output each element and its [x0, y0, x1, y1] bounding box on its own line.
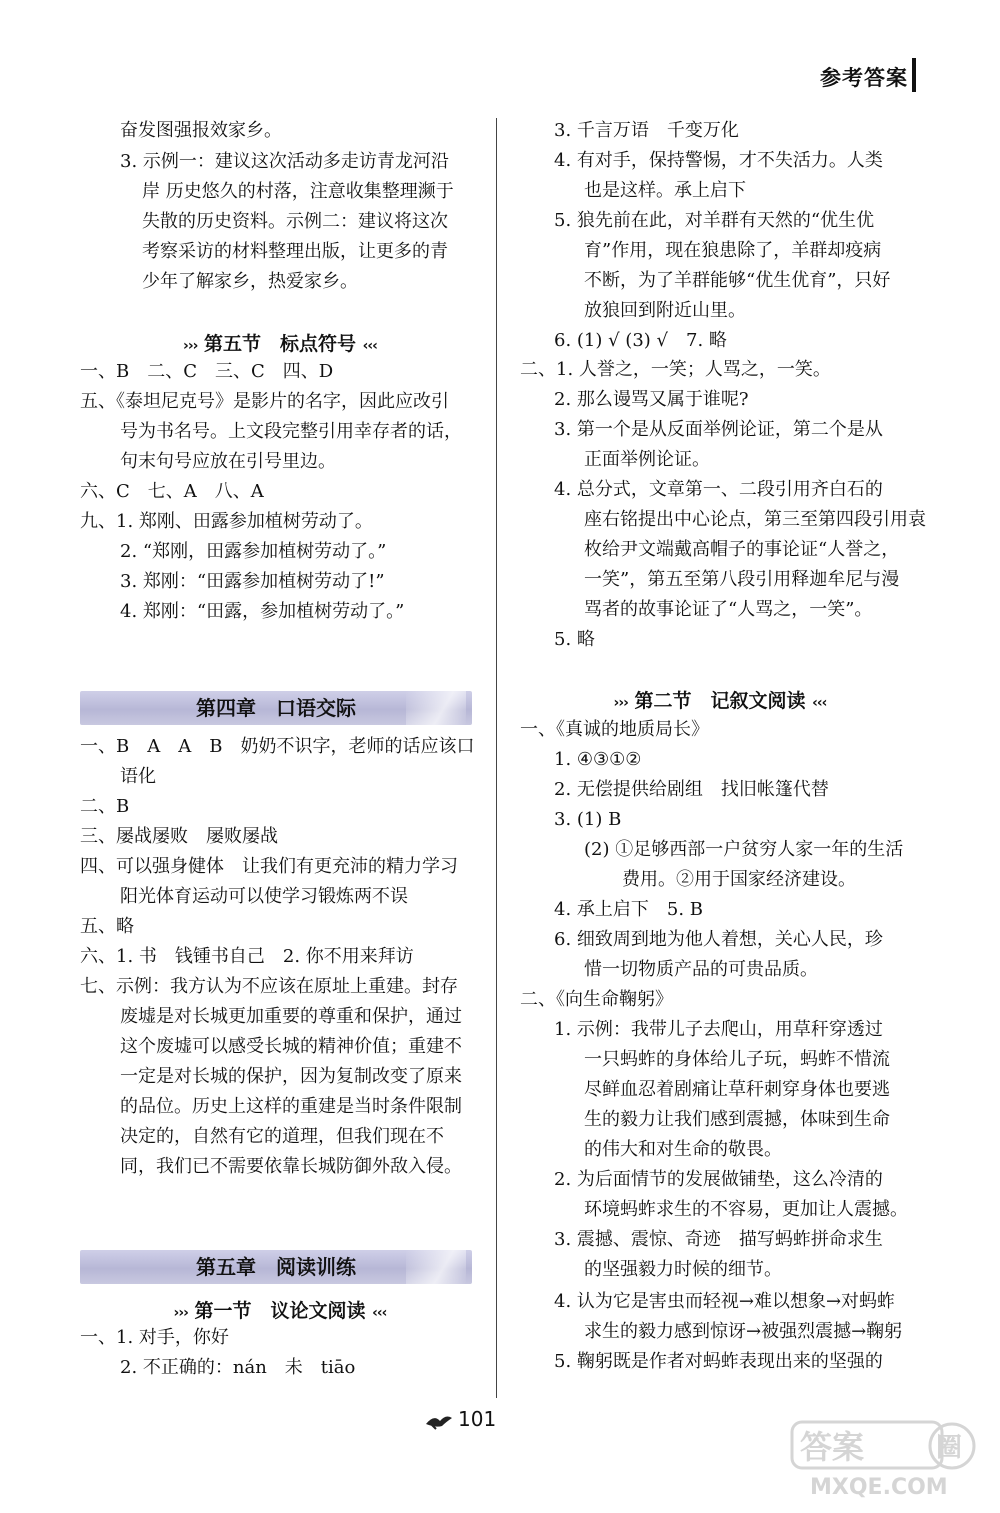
answer-line: 也是这样。承上启下: [584, 180, 746, 201]
answer-line: 少年了解家乡，热爱家乡。: [142, 271, 358, 292]
page-number-icon: [424, 1412, 454, 1430]
answer-line: 阳光体育运动可以使学习锻炼两不误: [120, 886, 408, 907]
answer-line: 一、《真诚的地质局长》: [520, 719, 709, 740]
answer-line: 求生的毅力感到惊讶→被强烈震撼→鞠躬: [584, 1321, 903, 1342]
answer-line: 5. 鞠躬既是作者对蚂蚱表现出来的坚强的: [554, 1351, 883, 1372]
answer-line: 骂者的故事论证了“人骂之，一笑”。: [584, 599, 873, 620]
answer-line: (2) ①足够西部一户贫穷人家一年的生活: [584, 839, 904, 860]
chapter-banner: [80, 1250, 472, 1284]
answer-line: 号为书名号。上文段完整引用幸存者的话，: [120, 421, 462, 442]
answer-line: 5. 略: [554, 629, 595, 650]
answer-line: 二、B: [80, 796, 130, 817]
answer-line: 四、可以强身健体 让我们有更充沛的精力学习: [80, 856, 458, 877]
answer-line: 二、1. 人誉之，一笑；人骂之，一笑。: [520, 359, 831, 380]
answer-line: 4. 承上启下 5. B: [554, 899, 704, 920]
answer-line: 生的毅力让我们感到震撼，体味到生命: [584, 1109, 890, 1130]
page-number: 101: [458, 1407, 497, 1431]
answer-line: 失散的历史资料。示例二：建议将这次: [142, 211, 448, 232]
answer-line: 的伟大和对生命的敬畏。: [584, 1139, 782, 1160]
answer-line: 惜一切物质产品的可贵品质。: [584, 959, 818, 980]
chapter-title: 第五章 阅读训练: [196, 1255, 356, 1279]
answer-line: 二、《向生命鞠躬》: [520, 989, 673, 1010]
svg-text:圈: 圈: [936, 1433, 963, 1463]
answer-line: 2. 那么谩骂又属于谁呢?: [554, 389, 749, 410]
answer-line: 的品位。历史上这样的重建是当时条件限制: [120, 1096, 462, 1117]
answer-line: 句末句号应放在引号里边。: [120, 451, 336, 472]
chapter-banner: [80, 691, 472, 725]
answer-line: 费用。②用于国家经济建设。: [622, 869, 856, 890]
answer-line: 六、1. 书 钱锺书自己 2. 你不用来拜访: [80, 946, 414, 967]
answer-line: 环境蚂蚱求生的不容易，更加让人震撼。: [584, 1199, 908, 1220]
answer-line: 三、屡战屡败 屡败屡战: [80, 826, 278, 847]
answer-line: 这个废墟可以感受长城的精神价值；重建不: [120, 1036, 462, 1057]
answer-line: 一笑”，第五至第八段引用释迦牟尼与漫: [584, 569, 900, 590]
answer-line: 4. 郑刚：“田露，参加植树劳动了。”: [120, 601, 405, 622]
svg-text:答案: 答案: [800, 1428, 865, 1466]
answer-line: 决定的，自然有它的道理，但我们现在不: [120, 1126, 444, 1147]
answer-line: 4. 认为它是害虫而轻视→难以想象→对蚂蚱: [554, 1291, 896, 1312]
column-divider: [496, 118, 497, 1398]
answer-line: 七、示例：我方认为不应该在原址上重建。封存: [80, 976, 458, 997]
answer-line: 一只蚂蚱的身体给儿子玩，蚂蚱不惜流: [584, 1049, 890, 1070]
answer-line: 3. 千言万语 千变万化: [554, 120, 739, 141]
answer-line: 育”作用，现在狼患除了，羊群却疫病: [584, 240, 882, 261]
chapter-title: 第四章 口语交际: [196, 696, 356, 720]
answer-line: 一、1. 对手，你好: [80, 1327, 229, 1348]
answer-line: 1. ④③①②: [554, 749, 642, 770]
banner-decoration: [406, 691, 466, 725]
answer-line: 五、略: [80, 916, 134, 937]
answer-line: 4. 总分式，文章第一、二段引用齐白石的: [554, 479, 883, 500]
section-title: 第五节 标点符号: [203, 333, 356, 355]
answer-line: 奋发图强报效家乡。: [120, 120, 282, 141]
answer-line: 五、《泰坦尼克号》是影片的名字，因此应改引: [80, 391, 449, 412]
answer-line: 4. 有对手，保持警惕，才不失活力。人类: [554, 150, 883, 171]
answer-line: 3. 震撼、震惊、奇迹 描写蚂蚱拼命求生: [554, 1229, 883, 1250]
answer-line: 2. 不正确的：nán 未 tiāo: [120, 1357, 356, 1378]
answer-line: 一定是对长城的保护，因为复制改变了原来: [120, 1066, 462, 1087]
section-heading: ››› 第五节 标点符号 ‹‹‹: [183, 333, 377, 355]
header-bar: [912, 58, 916, 92]
answer-line: 枚给尹文端戴高帽子的事论证“人誉之，: [584, 539, 900, 560]
answer-line: 2. 无偿提供给剧组 找旧帐篷代替: [554, 779, 829, 800]
svg-text:MXQE.COM: MXQE.COM: [810, 1475, 948, 1500]
watermark-logo: [790, 1420, 980, 1500]
answer-line: 3. (1) B: [554, 809, 622, 830]
section-heading: ››› 第一节 议论文阅读 ‹‹‹: [173, 1300, 387, 1322]
banner-decoration: [406, 1250, 466, 1284]
answer-line: 座右铭提出中心论点，第三至第四段引用袁: [584, 509, 926, 530]
answer-line: 1. 示例：我带儿子去爬山，用草秆穿透过: [554, 1019, 883, 1040]
answer-line: 3. 第一个是从反面举例论证，第二个是从: [554, 419, 883, 440]
answer-line: 语化: [120, 766, 156, 787]
answer-line: 一、B 二、C 三、C 四、D: [80, 361, 334, 382]
page-header-title: 参考答案: [820, 66, 908, 90]
answer-line: 2. 为后面情节的发展做铺垫，这么冷清的: [554, 1169, 883, 1190]
section-title: 第一节 议论文阅读: [194, 1300, 366, 1322]
answer-line: 同，我们已不需要依靠长城防御外敌入侵。: [120, 1156, 462, 1177]
answer-line: 九、1. 郑刚、田露参加植树劳动了。: [80, 511, 373, 532]
section-heading: ››› 第二节 记叙文阅读 ‹‹‹: [613, 690, 827, 712]
answer-line: 岸 历史悠久的村落，注意收集整理濒于: [142, 181, 454, 202]
answer-line: 5. 狼先前在此，对羊群有天然的“优生优: [554, 210, 875, 231]
answer-line: 的坚强毅力时候的细节。: [584, 1259, 782, 1280]
answer-line: 不断，为了羊群能够“优生优育”，只好: [584, 270, 891, 291]
answer-line: 2. “郑刚，田露参加植树劳动了。”: [120, 541, 387, 562]
answer-line: 正面举例论证。: [584, 449, 710, 470]
answer-line: 废墟是对长城更加重要的尊重和保护，通过: [120, 1006, 462, 1027]
answer-line: 一、B A A B 奶奶不识字，老师的话应该口: [80, 736, 475, 757]
answer-line: 六、C 七、A 八、A: [80, 481, 264, 502]
answer-line: 3. 示例一：建议这次活动多走访青龙河沿: [120, 151, 449, 172]
answer-line: 6. (1) √ (3) √ 7. 略: [554, 330, 727, 351]
answer-line: 3. 郑刚：“田露参加植树劳动了!”: [120, 571, 385, 592]
answer-line: 放狼回到附近山里。: [584, 300, 746, 321]
section-title: 第二节 记叙文阅读: [634, 690, 806, 712]
answer-line: 尽鲜血忍着剧痛让草秆刺穿身体也要逃: [584, 1079, 890, 1100]
answer-line: 考察采访的材料整理出版，让更多的青: [142, 241, 448, 262]
answer-line: 6. 细致周到地为他人着想，关心人民，珍: [554, 929, 883, 950]
